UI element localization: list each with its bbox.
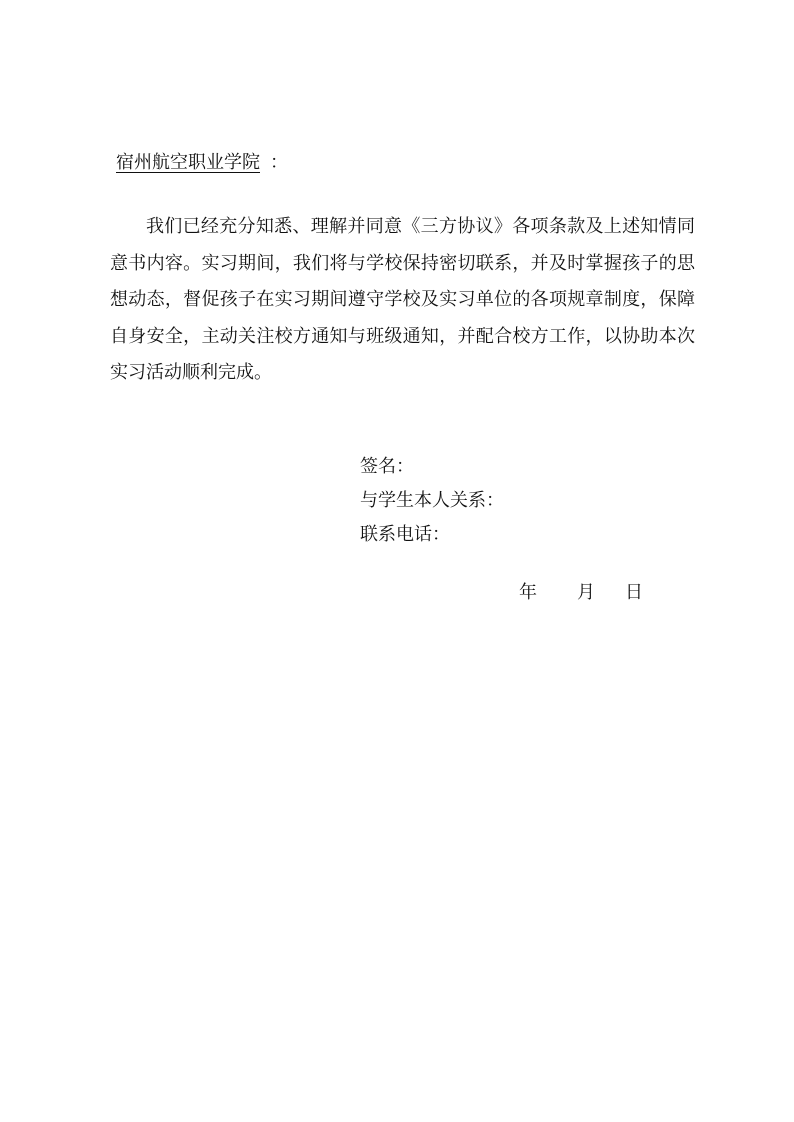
school-name: 宿州航空职业学院 — [116, 152, 260, 173]
date-month-label: 月 — [577, 582, 595, 603]
salutation-line — [110, 150, 288, 176]
salutation-colon: ： — [270, 152, 288, 173]
date-day-label: 日 — [625, 582, 643, 603]
relation-label: 与学生本人关系： — [360, 490, 504, 511]
signature-label: 签名： — [360, 456, 414, 477]
phone-label: 联系电话： — [360, 524, 450, 545]
date-year-label: 年 — [519, 582, 537, 603]
date-line — [519, 580, 643, 606]
signature-block — [360, 450, 504, 552]
consent-paragraph: 我们已经充分知悉、理解并同意《三方协议》各项条款及上述知情同意书内容。实习期间，我们将与学校保持密切联系，并及时掌握孩子的思想动态，督促孩子在实习期间遵守学校及实习单位的各项规章制度，保障自身安全，主动关注校方通知与班级通知，并配合校方工作，以协助本次实习活动顺利完成。 — [110, 216, 695, 383]
